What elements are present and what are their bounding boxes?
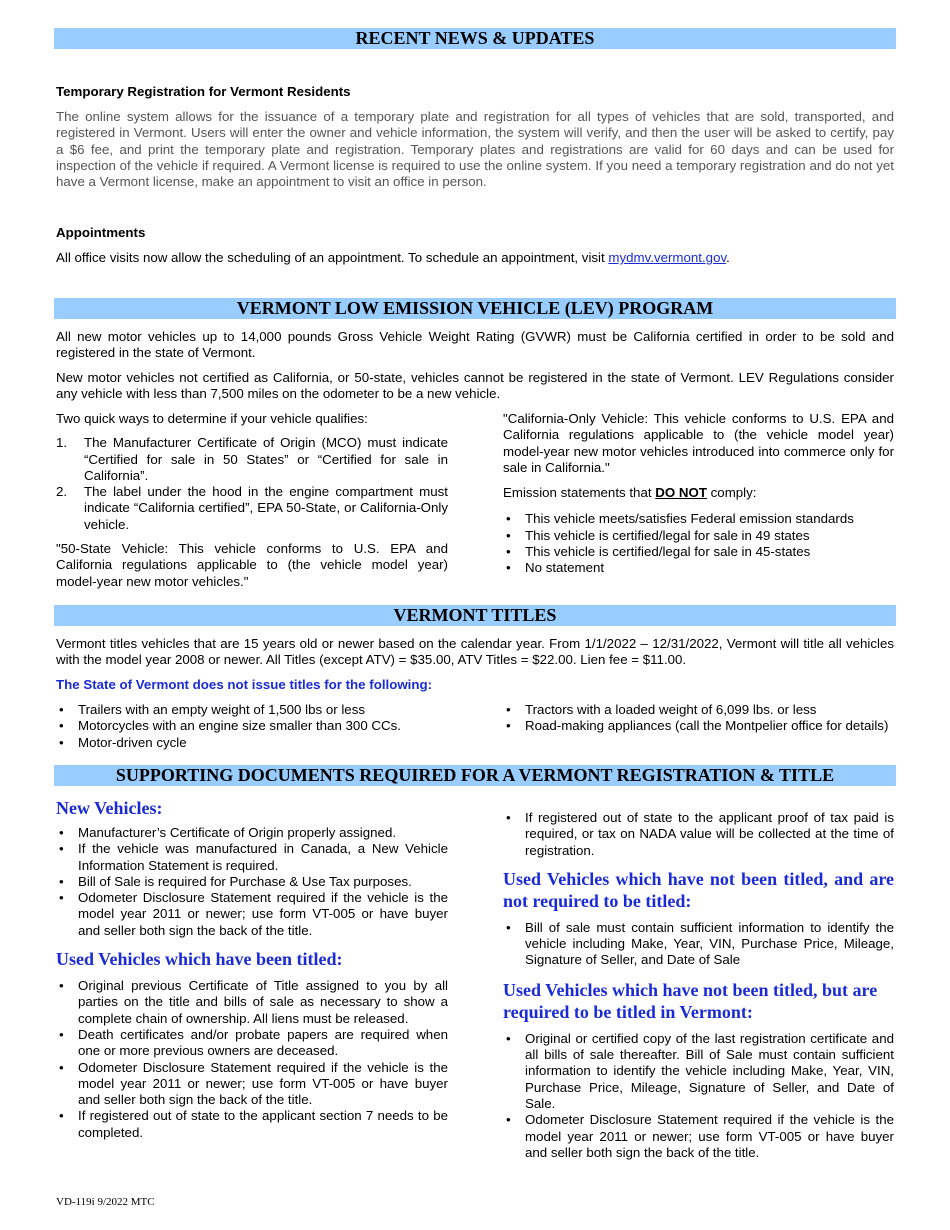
no-title-item: • Trailers with an empty weight of 1,500 lbs or less — [56, 702, 448, 718]
required-titled-title: Used Vehicles which have not been titled, but are required to be titled in Vermont: — [503, 979, 878, 1022]
docs-header: SUPPORTING DOCUMENTS REQUIRED FOR A VERMONT REGISTRATION & TITLE — [54, 765, 896, 786]
used-titled-list — [56, 978, 448, 1141]
not-titled-title: Used Vehicles which have not been titled, and are not required to be titled: — [503, 868, 894, 911]
ways-item-text: The Manufacturer Certificate of Origin (MCO) must indicate “Certified for sale in 50 States” or “Certified for sale in California”. — [84, 435, 448, 483]
used-titled-item: • If registered out of state to the applicant section 7 needs to be completed. — [56, 1108, 448, 1141]
not-titled-item: • Bill of sale must contain sufficient information to identify the vehicle including Make, Year, VIN, Purchase Price, Mileage, Signature of Seller, and Date of Sale — [503, 920, 894, 969]
ways-intro: Two quick ways to determine if your vehicle qualifies: — [56, 411, 368, 426]
no-title-item: • Road-making appliances (call the Montpelier office for details) — [503, 718, 894, 734]
not-titled-list — [503, 920, 894, 969]
no-title-list-right — [503, 702, 894, 735]
temp-registration-body: The online system allows for the issuance of a temporary plate and registration for all types of vehicles that are sold, transported, and registered in Vermont. Users will enter the owner and vehicle information, the system will verify, and then the user will be asked to certify, pay a $6 fee, and print the temporary plate and registration. Temporary plates and registrations are valid for 60 days and can be used for inspection of the vehicle if required. A Vermont license is required to use the online system. If you need a temporary registration and do not yet have a Vermont license, make an appointment to visit an office in person. — [56, 109, 894, 190]
ways-item-text: The label under the hood in the engine compartment must indicate “California certified”, EPA 50-State, or California-Only vehicle. — [84, 484, 448, 532]
emission-intro-post: comply: — [706, 485, 757, 501]
appointments-body — [56, 250, 894, 266]
ways-item — [56, 484, 448, 533]
tax-item: • If registered out of state to the applicant proof of tax paid is required, or tax on NADA value will be collected at the time of registration. — [503, 810, 894, 859]
appointments-end: . — [726, 250, 730, 265]
lev-left-column — [56, 411, 448, 590]
new-vehicles-item: • Bill of Sale is required for Purchase & Use Tax purposes. — [56, 874, 448, 890]
titles-header: VERMONT TITLES — [54, 605, 896, 626]
temp-registration-title: Temporary Registration for Vermont Residents — [56, 84, 351, 99]
no-title-item: • Motorcycles with an engine size smaller than 300 CCs. — [56, 718, 448, 734]
ways-list — [56, 435, 448, 533]
emission-intro — [503, 485, 894, 501]
new-vehicles-title: New Vehicles: — [56, 798, 163, 818]
appointments-title: Appointments — [56, 225, 146, 240]
required-titled-item: • Original or certified copy of the last registration certificate and all bills of sale thereafter. Bill of Sale must contain sufficient information to identify the vehicle including Make, Year, VIN, Purchase Price, Mileage, Signature of Seller, and Date of Sale. — [503, 1031, 894, 1112]
new-vehicles-item: • If the vehicle was manufactured in Canada, a New Vehicle Information Statement is required. — [56, 841, 448, 874]
used-titled-title: Used Vehicles which have been titled: — [56, 949, 343, 970]
used-titled-item: • Odometer Disclosure Statement required if the vehicle is the model year 2011 or newer; use form VT-005 or have buyer and seller both sign the back of the title. — [56, 1060, 448, 1109]
lev-paragraph-2: New motor vehicles not certified as California, or 50-state, vehicles cannot be registered in the state of Vermont. LEV Regulations consider any vehicle with less than 7,500 miles on the odometer to be a new vehicle. — [56, 370, 894, 402]
docs-right-column — [503, 810, 894, 1161]
new-vehicles-list — [56, 825, 448, 939]
titles-paragraph: Vermont titles vehicles that are 15 years old or newer based on the calendar year. From 1/1/2022 – 12/31/2022, Vermont will title all vehicles with the model year 2008 or newer. All Titles (except ATV) = $35.00, ATV Titles = $22.00. Lien fee = $11.00. — [56, 636, 894, 668]
emission-item: • This vehicle is certified/legal for sale in 45-states — [503, 544, 894, 560]
ways-item-number: 2. — [56, 484, 68, 500]
tax-list — [503, 810, 894, 859]
fifty-state-statement: "50-State Vehicle: This vehicle conforms to U.S. EPA and California regulations applicable to (the vehicle model year) model-year new motor vehicles." — [56, 541, 448, 589]
news-header: RECENT NEWS & UPDATES — [54, 28, 896, 49]
emission-list — [503, 511, 894, 576]
ways-item — [56, 435, 448, 484]
no-title-list-left — [56, 702, 448, 751]
emission-item: • No statement — [503, 560, 894, 576]
mydmv-link[interactable]: mydmv.vermont.gov — [608, 250, 727, 265]
emission-item: • This vehicle is certified/legal for sale in 49 states — [503, 528, 894, 544]
lev-header: VERMONT LOW EMISSION VEHICLE (LEV) PROGRAM — [54, 298, 896, 319]
do-not-emphasis: DO NOT — [655, 485, 707, 501]
used-titled-item: • Original previous Certificate of Title assigned to you by all parties on the title and bills of sale as necessary to show a complete chain of ownership. All liens must be released. — [56, 978, 448, 1027]
no-title-item: • Tractors with a loaded weight of 6,099 lbs. or less — [503, 702, 894, 718]
ways-item-number: 1. — [56, 435, 68, 451]
california-only-statement: "California-Only Vehicle: This vehicle conforms to U.S. EPA and California regulations applicable to (the vehicle model year) model-year new motor vehicles introduced into commerce only for sale in California." — [503, 411, 894, 475]
used-titled-item: • Death certificates and/or probate papers are required when one or more previous owners are deceased. — [56, 1027, 448, 1060]
appointments-text: All office visits now allow the scheduling of an appointment. To schedule an appointment, visit — [56, 250, 609, 265]
lev-right-column — [503, 411, 894, 577]
new-vehicles-item: • Manufacturer’s Certificate of Origin properly assigned. — [56, 825, 448, 841]
docs-left-column — [56, 797, 448, 1141]
no-title-lead: The State of Vermont does not issue titles for the following: — [56, 677, 433, 692]
no-title-item: • Motor-driven cycle — [56, 735, 448, 751]
required-titled-item: • Odometer Disclosure Statement required if the vehicle is the model year 2011 or newer; use form VT-005 or have buyer and seller both sign the back of the title. — [503, 1112, 894, 1161]
emission-intro-pre: Emission statements that — [503, 485, 656, 501]
required-titled-list — [503, 1031, 894, 1161]
new-vehicles-item: • Odometer Disclosure Statement required if the vehicle is the model year 2011 or newer; use form VT-005 or have buyer and seller both sign the back of the title. — [56, 890, 448, 939]
form-footer: VD-119i 9/2022 MTC — [56, 1196, 155, 1208]
lev-paragraph-1: All new motor vehicles up to 14,000 pounds Gross Vehicle Weight Rating (GVWR) must be California certified in order to be sold and registered in the state of Vermont. — [56, 329, 894, 361]
emission-item: • This vehicle meets/satisfies Federal emission standards — [503, 511, 894, 527]
